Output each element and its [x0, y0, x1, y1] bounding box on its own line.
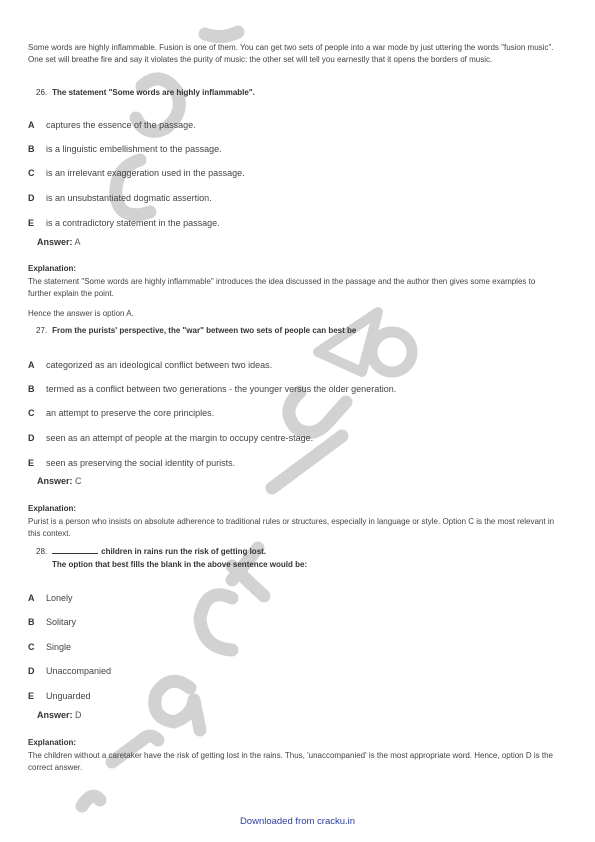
question-text: From the purists' perspective, the "war" between two sets of people can best be: [52, 326, 357, 335]
q26-answer: Answer: A: [37, 237, 81, 247]
q28-option-c[interactable]: C Single: [28, 642, 72, 652]
q26-option-e[interactable]: E is a contradictory statement in the passage.: [28, 218, 220, 228]
watermark-top-arc: [205, 32, 238, 37]
q26-option-c[interactable]: C is an irrelevant exaggeration used in the passage.: [28, 168, 245, 178]
q26-explanation: The statement "Some words are highly inflammable" introduces the idea discussed in the passage and the author then gives some examples to further explain the point.: [28, 277, 536, 299]
question-text: children in rains run the risk of getting lost.: [101, 547, 267, 556]
q28-option-e[interactable]: E Unguarded: [28, 691, 91, 701]
fill-in-blank: [52, 553, 98, 554]
q28-option-b[interactable]: B Solitary: [28, 617, 77, 627]
question-27: [36, 326, 356, 335]
question-text: The statement "Some words are highly inflammable".: [52, 88, 255, 97]
q27-option-a[interactable]: A categorized as an ideological conflict between two ideas.: [28, 360, 273, 370]
question-26: [36, 88, 255, 97]
q28-answer: Answer: D: [37, 710, 82, 720]
q27-option-b[interactable]: B termed as a conflict between two generations - the younger versus the older generation.: [28, 384, 397, 394]
q26-explanation-conclusion: Hence the answer is option A.: [28, 309, 134, 318]
q26-option-a[interactable]: A captures the essence of the passage.: [28, 120, 196, 130]
q27-option-c[interactable]: C an attempt to preserve the core principles.: [28, 408, 215, 418]
q26-option-b[interactable]: B is a linguistic embellishment to the passage.: [28, 144, 222, 154]
question-number: 27.: [36, 326, 48, 335]
passage-text: Some words are highly inflammable. Fusion is one of them. You can get two sets of people into a war mode by just uttering the words "fusion music". One set will breathe fire and say it violates the purity of music: the other set will tell you earnestly that it opens the borders of music.: [28, 43, 554, 65]
watermark-bottom-arc: [82, 796, 100, 806]
q28-option-a[interactable]: A Lonely: [28, 593, 73, 603]
watermark-k-stem: [272, 436, 342, 488]
q27-option-d[interactable]: D seen as an attempt of people at the margin to occupy centre-stage.: [28, 433, 314, 443]
question-28-instruction: The option that best fills the blank in the above sentence would be:: [52, 560, 308, 569]
q27-option-e[interactable]: E seen as preserving the social identity of purists.: [28, 458, 236, 468]
watermark-a: [155, 681, 200, 730]
watermark-o: [372, 332, 412, 372]
q28-option-d[interactable]: D Unaccompanied: [28, 666, 112, 676]
question-28: [36, 547, 266, 556]
q27-explanation: Purist is a person who insists on absolute adherence to traditional rules or structures, especially in language or style. Option C is the most relevant in this context.: [28, 517, 555, 539]
watermark-pencil: [318, 312, 378, 372]
q27-answer: Answer: C: [37, 476, 82, 486]
q27-explanation-heading: Explanation:: [28, 504, 77, 513]
footer-download-link[interactable]: Downloaded from cracku.in: [239, 816, 356, 827]
q28-explanation-heading: Explanation:: [28, 738, 77, 747]
q26-option-d[interactable]: D is an unsubstantiated dogmatic assertion.: [28, 193, 212, 203]
watermark-u: [289, 392, 346, 433]
q28-explanation: The children without a caretaker have the risk of getting lost in the rains. Thus, 'unaccompanied' is the most appropriate word. Hence, option D is the correct answer.: [28, 751, 553, 773]
q26-explanation-heading: Explanation:: [28, 264, 77, 273]
question-number: 26.: [36, 88, 48, 97]
question-number: 28.: [36, 547, 48, 556]
watermark-c: [200, 595, 232, 650]
